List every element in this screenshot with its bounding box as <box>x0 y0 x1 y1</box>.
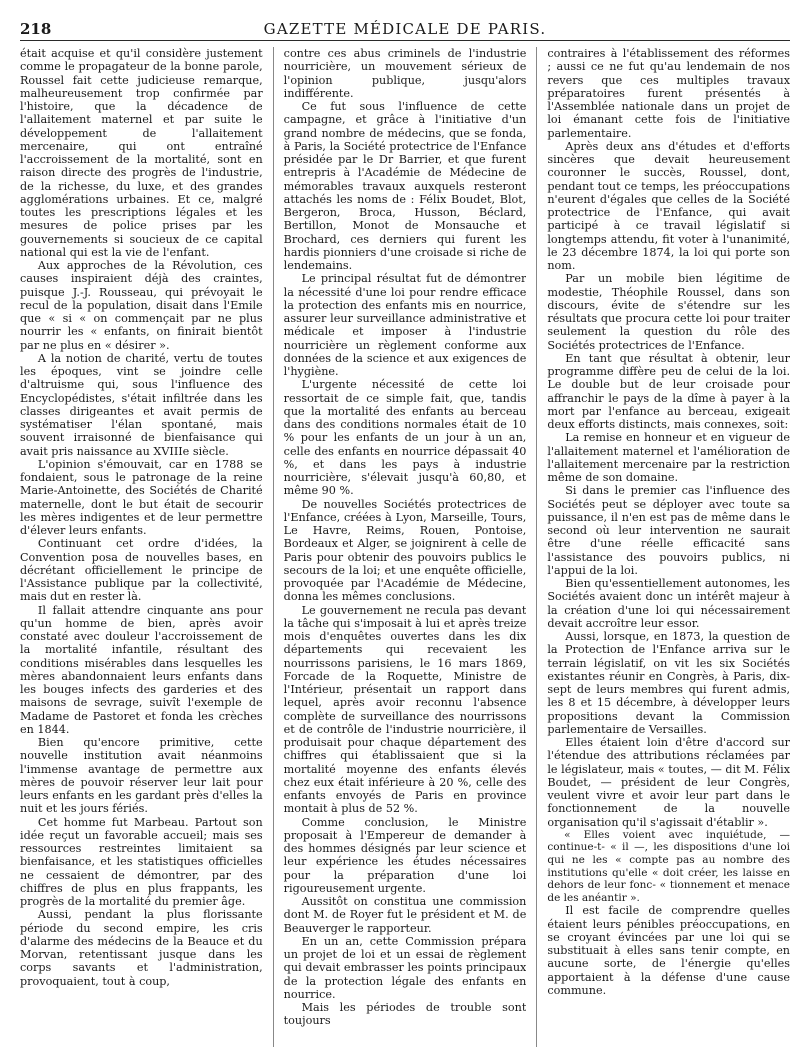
paragraph: Aussi, pendant la plus florissante période du second empire, les cris d'alarme des médecins de la Beauce et du Morvan, retentissant jusque dans les corps savants et l'administration, provoquaient, tout à coup, <box>20 908 263 988</box>
paragraph: De nouvelles Sociétés protectrices de l'Enfance, créées à Lyon, Marseille, Tours, Le Havre, Reims, Rouen, Pontoise, Bordeaux et Alger, se joignirent à celle de Paris pour obtenir des pouvoirs publics le secours de la loi; et une enquête officielle, provoquée par l'Académie de Médecine, donna les mêmes conclusions. <box>283 497 527 604</box>
paragraph: Par un mobile bien légitime de modestie, Théophile Roussel, dans son discours, évite de s'étendre sur les résultats que procura cette loi pour traiter seulement la question du rôle des Sociétés protectrices de l'Enfance. <box>547 272 791 352</box>
paragraph: Cet homme fut Marbeau. Partout son idée reçut un favorable accueil; mais ses ressources restreintes limitaient sa bienfaisance, et les statistiques officielles ne cessaient de démontrer, par des chiffres de plus en plus frappants, les progrès de la mortalité du premier âge. <box>20 815 263 908</box>
paragraph: L'urgente nécessité de cette loi ressortait de ce simple fait, que, tandis que la mortalité des enfants au berceau dans des conditions normales était de 10 % pour les enfants de un jour à un an, celle des enfants en nourrice dépassait 40 %, et dans les pays à industrie nourricière, s'élevait jusqu'à 60,80, et même 90 %. <box>283 378 527 498</box>
paragraph: Après deux ans d'études et d'efforts sincères que devait heureusement couronner le succès, Roussel, dont, pendant tout ce temps, les préoccupations n'eurent d'égales que celles de la Société protectrice de l'Enfance, qui avait participé à ce travail législatif si longtemps attendu, fit voter à l'unanimité, le 23 décembre 1874, la loi qui porte son nom. <box>547 139 791 272</box>
column-middle <box>273 47 527 1047</box>
paragraph: Aussi, lorsque, en 1873, la question de la Protection de l'Enfance arriva sur le terrain législatif, on vit les six Sociétés existantes réunir en Congrès, à Paris, dix-sept de leurs membres qui furent admis, les 8 et 15 décembre, à développer leurs propositions devant la Commission parlementaire de Versailles. <box>547 630 791 736</box>
paragraph: Si dans le premier cas l'influence des Sociétés peut se déployer avec toute sa puissance, il n'en est pas de même dans le second où leur intervention ne saurait être d'une réelle efficacité sans l'assistance des pouvoirs publics, ni l'appui de la loi. <box>547 484 791 577</box>
page-number: 218 <box>20 20 52 38</box>
paragraph: Aux approches de la Révolution, ces causes inspiraient déjà des craintes, puisque J.-J. Rousseau, qui prévoyait le recul de la population, disait dans l'Emile que « si « on commençait par ne plus nourrir les « enfants, on finirait bientôt par ne plus en « désirer ». <box>20 259 263 352</box>
paragraph: Bien qu'encore primitive, cette nouvelle institution avait néanmoins l'immense avantage de permettre aux mères de pouvoir réserver leur lait pour leurs enfants en les gardant près d'elles la nuit et les jours fériés. <box>20 736 263 816</box>
paragraph: Elles étaient loin d'être d'accord sur l'étendue des attributions réclamées par le législateur, mais « toutes, — dit M. Félix Boudet, — président de leur Congrès, veulent vivre et avoir leur part dans le fonctionnement de la nouvelle organisation qu'il s'agissait d'établir ». <box>547 736 791 829</box>
column-left <box>20 47 263 1047</box>
page-header <box>20 16 790 41</box>
paragraph: En tant que résultat à obtenir, leur programme diffère peu de celui de la loi. Le double but de leur croisade pour affranchir le pays de la dîme à payer à la mort par l'enfance au berceau, exigeait deux efforts distincts, mais connexes, soit: <box>547 351 791 431</box>
paragraph: En un an, cette Commission prépara un projet de loi et un essai de règlement qui devait embrasser les points principaux de la protection légale des enfants en nourrice. <box>283 934 527 1001</box>
paragraph: Le principal résultat fut de démontrer la nécessité d'une loi pour rendre efficace la protection des enfants mis en nourrice, assurer leur surveillance administrative et médicale et imposer à l'industrie nourricière un règlement conforme aux données de la science et aux exigences de l'hygiène. <box>283 272 527 378</box>
paragraph: Bien qu'essentiellement autonomes, les Sociétés avaient donc un intérêt majeur à la création d'une loi qui nécessairement devait accroître leur essor. <box>547 577 791 630</box>
paragraph: Comme conclusion, le Ministre proposait à l'Empereur de demander à des hommes désignés par leur science et leur expérience les études nécessaires pour la préparation d'une loi rigoureusement urgente. <box>283 815 527 895</box>
paragraph: contraires à l'établissement des réformes ; aussi ce ne fut qu'au lendemain de nos revers que ces multiples travaux préparatoires furent présentés à l'Assemblée nationale dans un projet de loi émanant cette fois de l'initiative parlementaire. <box>547 47 791 140</box>
journal-title: GAZETTE MÉDICALE DE PARIS. <box>263 20 547 38</box>
paragraph: L'opinion s'émouvait, car en 1788 se fondaient, sous le patronage de la reine Marie-Antoinette, des Sociétés de Charité maternelle, dont le but était de secourir les mères indigentes et de leur permettre d'élever leurs enfants. <box>20 457 263 537</box>
paragraph: était acquise et qu'il considère justement comme le propagateur de la bonne parole, Roussel fait cette judicieuse remarque, malheureusement trop confirmée par l'histoire, que la décadence de l'allaitement maternel et par suite le développement de l'allaitement mercenaire, qui ont entraîné l'accroissement de la mortalité, sont en raison directe des progrès de l'industrie, de la richesse, du luxe, et des grandes agglomérations urbaines. Et ce, malgré toutes les prescriptions légales et les mesures de police prises par les gouvernements si soucieux de ce capital national qui est la vie de l'enfant. <box>20 47 263 259</box>
paragraph: Il est facile de comprendre quelles étaient leurs pénibles préoccupations, en se croyant évincées par une loi qui se substituait à elles sans tenir compte, en aucune sorte, de l'énergie qu'elles apportaient à la défense d'une cause commune. <box>547 904 791 997</box>
paragraph: Le gouvernement ne recula pas devant la tâche qui s'imposait à lui et après treize mois d'enquêtes ouvertes dans les dix départements qui recevaient les nourrissons parisiens, le 16 mars 1869, Forcade de la Roquette, Ministre de l'Intérieur, présentait un rapport dans lequel, après avoir reconnu l'absence complète de surveillance des nourrissons et de contrôle de l'industrie nourricière, il produisait pour chaque département des chiffres qui établissaient que si la mortalité moyenne des enfants élevés chez eux était inférieure à 20 %, celle des enfants envoyés de Paris en province montait à plus de 52 %. <box>283 603 527 816</box>
paragraph: Aussitôt on constitua une commission dont M. de Royer fut le président et M. de Beauverger le rapporteur. <box>283 895 527 935</box>
paragraph: Continuant cet ordre d'idées, la Convention posa de nouvelles bases, en décrétant officiellement le principe de l'Assistance publique par la collectivité, mais dut en rester là. <box>20 537 263 604</box>
paragraph: La remise en honneur et en vigueur de l'allaitement maternel et l'amélioration de l'allaitement mercenaire par la restriction même de son domaine. <box>547 431 791 484</box>
paragraph: contre ces abus criminels de l'industrie nourricière, un mouvement sérieux de l'opinion publique, jusqu'alors indifférente. <box>283 47 527 100</box>
text-columns <box>20 47 790 1047</box>
quotation: « Elles voient avec inquiétude, — continue-t- « il —, les dispositions d'une loi qui ne les « compte pas au nombre des institutions qu'elle « doit créer, les laisse en dehors de leur fonc- « tionnement et menace de les anéantir ». <box>547 828 791 904</box>
paragraph: A la notion de charité, vertu de toutes les époques, vint se joindre celle d'altruisme qui, sous l'influence des Encyclopédistes, s'était infiltrée dans les classes dirigeantes et avait permis de systématiser l'élan spontané, mais souvent irraisonné de bienfaisance qui avait pris naissance au XVIIIe siècle. <box>20 351 263 458</box>
paragraph: Ce fut sous l'influence de cette campagne, et grâce à l'initiative d'un grand nombre de médecins, que se fonda, à Paris, la Société protectrice de l'Enfance présidée par le Dr Barrier, et que furent entrepris à l'Académie de Médecine de mémorables travaux auxquels resteront attachés les noms de : Félix Boudet, Blot, Bergeron, Broca, Husson, Béclard, Bertillon, Monot de Monsauche et Brochard, ces derniers qui furent les hardis pionniers d'une croisade si riche de lendemains. <box>283 100 527 272</box>
paragraph: Il fallait attendre cinquante ans pour qu'un homme de bien, après avoir constaté avec douleur l'accroissement de la mortalité infantile, résultant des conditions misérables dans lesquelles les mères abandonnaient leurs enfants dans les bouges infects des garderies et des maisons de sevrage, suivît l'exemple de Madame de Pastoret et fonda les crèches en 1844. <box>20 603 263 736</box>
paragraph: Mais les périodes de trouble sont toujours <box>283 1001 527 1028</box>
column-right <box>536 47 790 1047</box>
